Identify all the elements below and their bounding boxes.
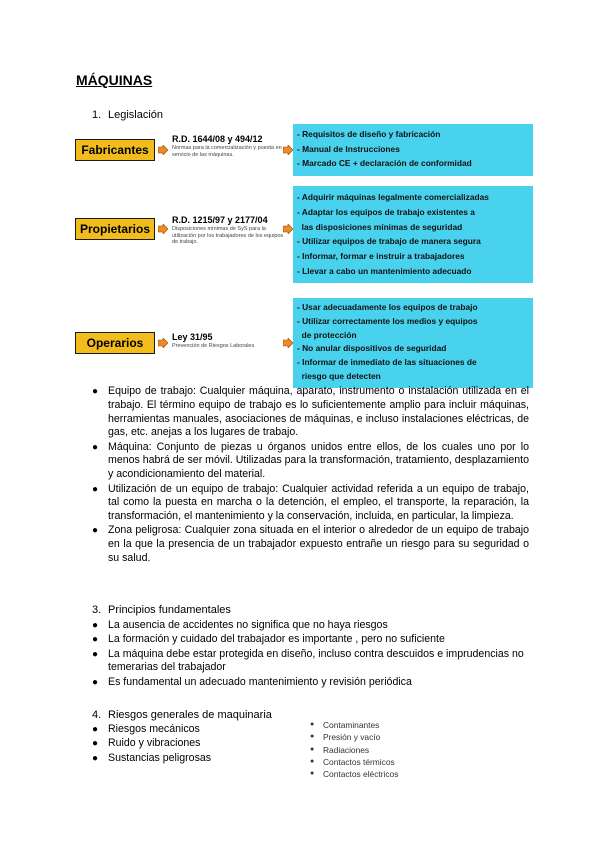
law-description: Prevención de Riesgos Laborales [172,343,255,349]
requirements-box-operarios [293,298,533,388]
bullet-icon: ● [92,620,99,631]
principles-list [92,619,529,690]
law-operarios [172,332,284,350]
definitions-list [92,385,529,566]
requirement-item: - Adaptar los equipos de trabajo existentes a [297,206,475,217]
list-item: ● Contaminantes [310,720,380,730]
requirement-item: - Requisitos de diseño y fabricación [297,129,441,139]
law-title: Ley 31/95 [172,332,213,342]
section-number: 4. [92,709,102,721]
bullet-icon: ● [310,733,315,741]
law-description: Normas para la comercialización y puesta en servicio de las máquinas. [172,145,282,158]
requirement-item: - No anular dispositivos de seguridad [297,343,447,354]
list-item: ● Sustancias peligrosas [92,751,212,764]
list-item: ● Utilización de un equipo de trabajo: Cualquier actividad referida a un equipo de trabajo, tal como la puesta en marcha o la detención, el empleo, el transporte, la reparación, la transformación, el mantenimiento y la conservación, incluida, en particular, la limpieza. [92,482,529,523]
requirements-box-fabricantes [293,124,533,176]
arrow-icon [283,224,293,234]
section-heading-riesgos [92,709,272,721]
requirement-item: - Adquirir máquinas legalmente comercializadas [297,192,489,202]
role-box-operarios: Operarios [75,332,155,354]
list-item: ● Radiaciones [310,744,370,755]
section-title: Principios fundamentales [108,604,231,616]
arrow-icon [158,224,168,234]
list-item: ● Máquina: Conjunto de piezas u órganos unidos entre ellos, de los cuales uno por lo menos habrá de ser móvil. Utilizadas para la transformación, tratamiento, desplazamiento y acondicionamiento del material. [92,440,530,481]
requirement-item: - Utilizar equipos de trabajo de manera segura [297,236,481,247]
arrow-icon [158,145,168,155]
section-heading-legislacion [92,109,163,121]
bullet-icon: ● [92,525,99,537]
bullet-icon: ● [92,648,99,660]
requirements-box-propietarios [293,186,533,283]
requirement-item: - Informar de inmediato de las situaciones de [297,357,477,368]
list-item: ● Zona peligrosa: Cualquier zona situada en el interior o alrededor de un equipo de trabajo en la que la presencia de un trabajador expuesto entrañe un riesgo para su seguridad o su salud. [92,524,529,565]
bullet-icon: ● [310,745,315,753]
risks-list [92,723,292,766]
list-item: ● Contactos eléctricos [310,769,399,780]
requirement-item: - Utilizar correctamente los medios y equipos [297,315,478,326]
risks-list-right [310,719,398,780]
bullet-icon: ● [310,721,315,728]
arrow-icon [283,338,293,348]
role-box-propietarios: Propietarios [75,218,155,240]
bullet-icon: ● [92,634,99,646]
bullet-icon: ● [92,441,99,453]
section-title: Legislación [108,109,164,121]
bullet-icon: ● [310,770,315,778]
list-item: ● Presión y vacío [310,732,381,743]
bullet-icon: ● [310,757,315,765]
list-item: ● Ruido y vibraciones [92,737,201,750]
arrow-icon [158,338,168,348]
bullet-icon: ● [92,738,99,750]
bullet-icon: ● [92,724,99,735]
law-title: R.D. 1215/97 y 2177/04 [172,215,268,225]
list-item: ● La máquina debe estar protegida en diseño, incluso contra descuidos e imprudencias no temerarias del trabajador [92,647,524,674]
law-description: Disposiciones mínimas de SyS para la utilización por los trabajadores de los equipos de trabajo. [172,226,284,245]
requirement-item: las disposiciones mínimas de seguridad [297,221,463,232]
role-box-fabricantes: Fabricantes [75,139,155,161]
law-propietarios [172,215,284,246]
requirement-item: - Usar adecuadamente los equipos de trabajo [297,302,478,312]
requirement-item: - Llevar a cabo un mantenimiento adecuado [297,265,472,276]
bullet-icon: ● [92,752,99,764]
bullet-icon: ● [92,676,99,688]
list-item: ● Equipo de trabajo: Cualquier máquina, aparato, instrumento o instalación utilizada en el trabajo. El término equipo de trabajo es lo suficientemente amplio para incluir máquinas, herramientas manuales, asociaciones de máquinas, e incluso instalaciones eléctricas, de gas, etc. anejas a los lugares de trabajo. [92,385,529,439]
list-item: ● La formación y cuidado del trabajador es importante , pero no suficiente [92,633,445,646]
section-title: Riesgos generales de maquinaria [108,709,272,721]
section-number: 1. [92,109,102,121]
list-item: ● La ausencia de accidentes no significa que no haya riesgos [92,619,388,631]
list-item: ● Riesgos mecánicos [92,723,200,735]
requirement-item: - Manual de Instrucciones [297,143,400,154]
bullet-icon: ● [92,386,99,397]
requirement-item: riesgo que detecten [297,370,381,381]
requirement-item: de protección [297,329,357,340]
requirement-item: - Informar, formar e instruir a trabajadores [297,251,465,262]
list-item: ● Contactos térmicos [310,756,395,767]
requirement-item: - Marcado CE + declaración de conformidad [297,158,472,168]
bullet-icon: ● [92,483,99,495]
section-heading-principios [92,604,231,616]
list-item: ● Es fundamental un adecuado mantenimiento y revisión periódica [92,675,412,688]
arrow-icon [283,145,293,155]
section-number: 3. [92,604,102,616]
page-title: MÁQUINAS [76,72,153,88]
law-title: R.D. 1644/08 y 494/12 [172,134,263,144]
law-fabricantes [172,134,284,158]
